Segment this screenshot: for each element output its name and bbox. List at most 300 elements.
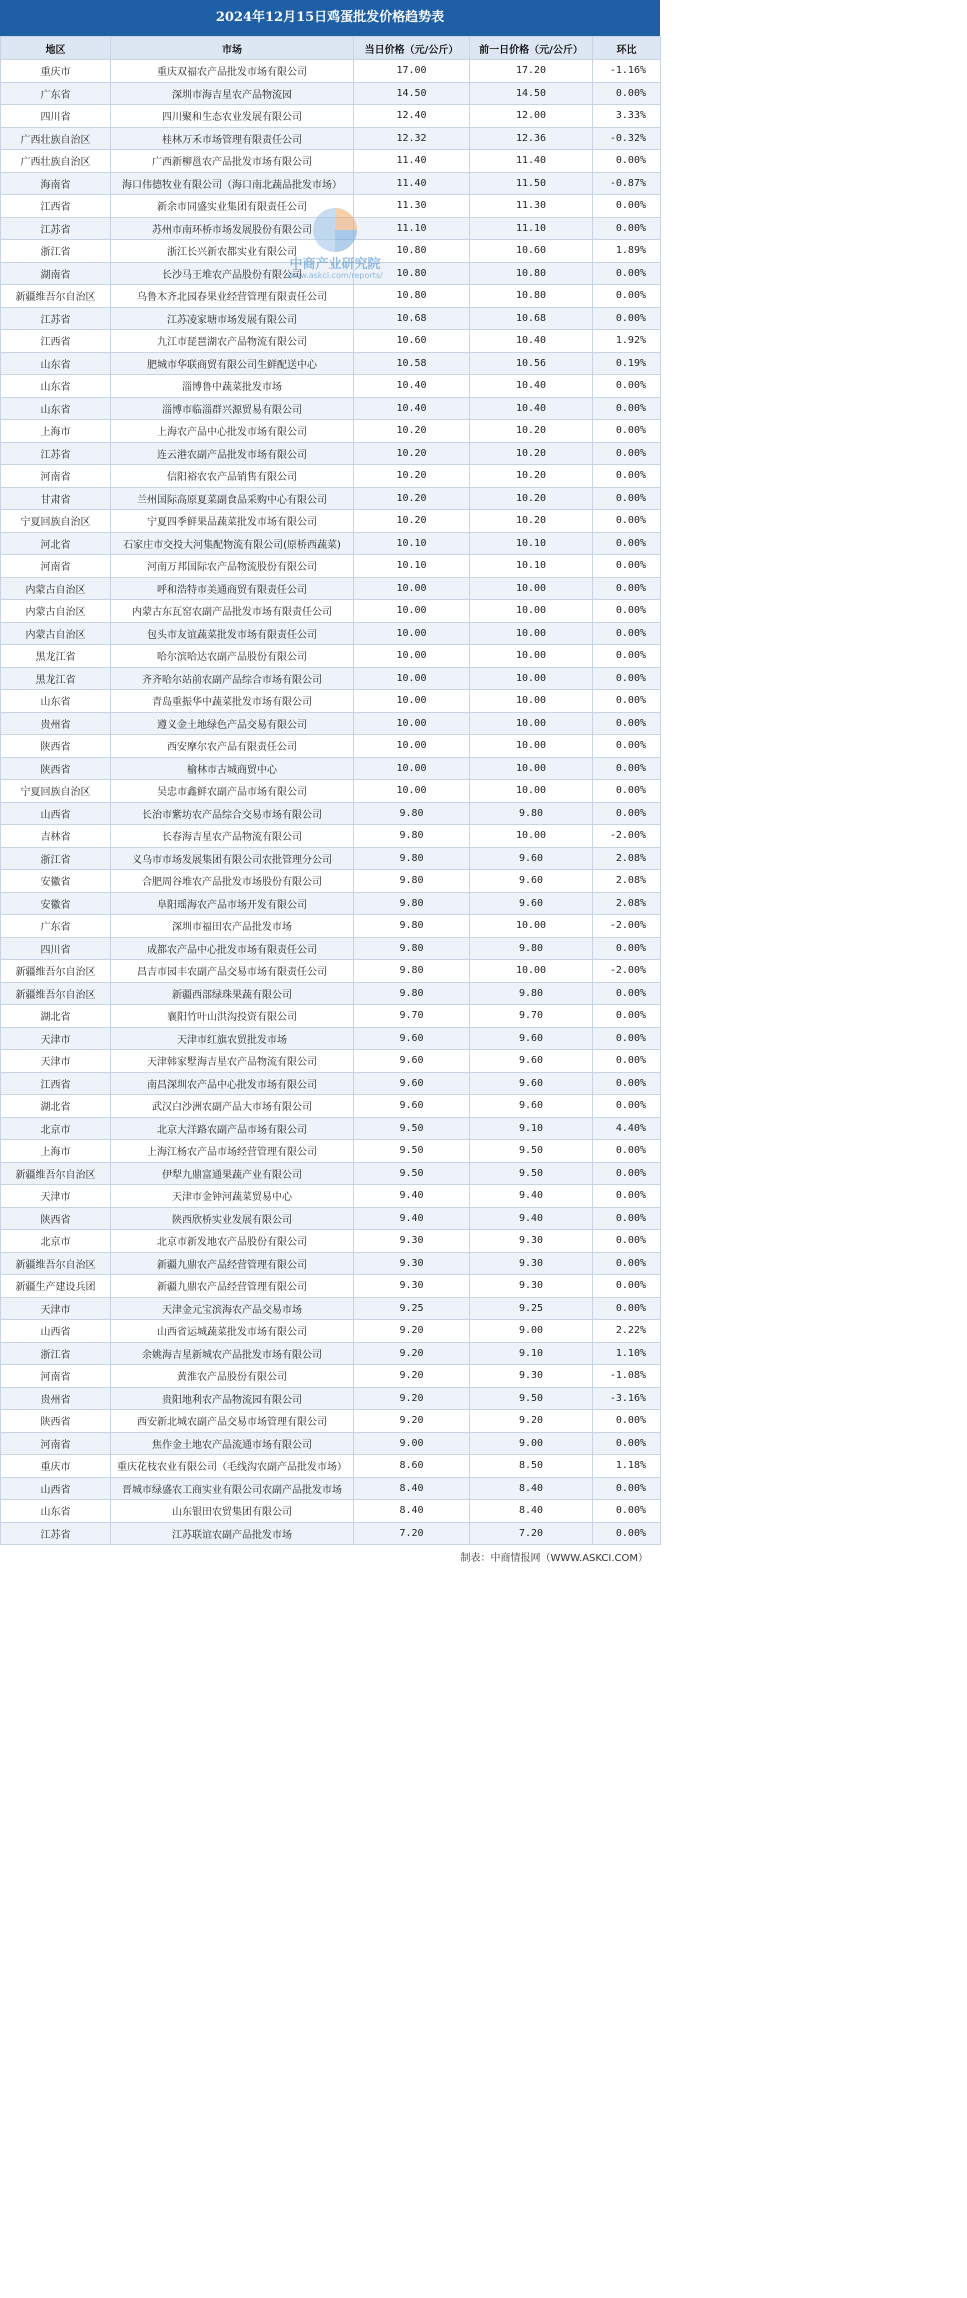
cell-change: 0.00% <box>593 1477 661 1500</box>
cell-prev-price: 10.80 <box>470 262 593 285</box>
table-row <box>1 780 661 803</box>
cell-change: 1.89% <box>593 240 661 263</box>
cell-today-price: 10.20 <box>354 510 470 533</box>
cell-market: 西安新北城农副产品交易市场管理有限公司 <box>111 1410 354 1433</box>
cell-market: 吴忠市鑫鲜农副产品市场有限公司 <box>111 780 354 803</box>
cell-today-price: 10.00 <box>354 600 470 623</box>
cell-region: 陕西省 <box>1 1207 111 1230</box>
cell-region: 天津市 <box>1 1297 111 1320</box>
cell-prev-price: 10.00 <box>470 622 593 645</box>
table-row <box>1 150 661 173</box>
cell-change: 0.00% <box>593 150 661 173</box>
cell-today-price: 9.60 <box>354 1050 470 1073</box>
cell-region: 四川省 <box>1 105 111 128</box>
cell-change: -2.00% <box>593 915 661 938</box>
cell-market: 海口伟德牧业有限公司（海口南北蔬品批发市场） <box>111 172 354 195</box>
cell-change: 0.00% <box>593 1140 661 1163</box>
cell-prev-price: 10.20 <box>470 487 593 510</box>
cell-region: 安徽省 <box>1 892 111 915</box>
cell-market: 连云港农副产品批发市场有限公司 <box>111 442 354 465</box>
table-row <box>1 1095 661 1118</box>
cell-market: 包头市友谊蔬菜批发市场有限责任公司 <box>111 622 354 645</box>
cell-market: 青岛重振华中蔬菜批发市场有限公司 <box>111 690 354 713</box>
cell-change: 0.00% <box>593 622 661 645</box>
cell-region: 内蒙古自治区 <box>1 622 111 645</box>
cell-region: 江西省 <box>1 195 111 218</box>
cell-change: 0.00% <box>593 442 661 465</box>
table-row <box>1 870 661 893</box>
table-row <box>1 1230 661 1253</box>
cell-prev-price: 9.60 <box>470 892 593 915</box>
cell-change: 0.00% <box>593 1185 661 1208</box>
cell-market: 余姚海吉星新城农产品批发市场有限公司 <box>111 1342 354 1365</box>
table-row <box>1 577 661 600</box>
table-row <box>1 1455 661 1478</box>
cell-change: 0.00% <box>593 1162 661 1185</box>
table-row <box>1 1072 661 1095</box>
cell-prev-price: 9.60 <box>470 1072 593 1095</box>
cell-market: 信阳裕农农产品销售有限公司 <box>111 465 354 488</box>
table-row <box>1 1477 661 1500</box>
cell-region: 河南省 <box>1 1365 111 1388</box>
cell-today-price: 9.20 <box>354 1410 470 1433</box>
cell-market: 焦作金土地农产品流通市场有限公司 <box>111 1432 354 1455</box>
cell-change: 0.00% <box>593 262 661 285</box>
header-today-price: 当日价格（元/公斤） <box>354 37 470 60</box>
cell-prev-price: 10.00 <box>470 960 593 983</box>
cell-prev-price: 9.30 <box>470 1230 593 1253</box>
cell-prev-price: 10.00 <box>470 600 593 623</box>
cell-change: 0.00% <box>593 375 661 398</box>
cell-region: 天津市 <box>1 1185 111 1208</box>
cell-prev-price: 10.68 <box>470 307 593 330</box>
cell-today-price: 9.60 <box>354 1072 470 1095</box>
cell-region: 新疆生产建设兵团 <box>1 1275 111 1298</box>
cell-prev-price: 10.00 <box>470 690 593 713</box>
cell-prev-price: 10.80 <box>470 285 593 308</box>
cell-prev-price: 9.80 <box>470 937 593 960</box>
cell-today-price: 10.80 <box>354 285 470 308</box>
cell-market: 桂林万禾市场管理有限责任公司 <box>111 127 354 150</box>
table-row <box>1 1117 661 1140</box>
cell-region: 宁夏回族自治区 <box>1 510 111 533</box>
cell-market: 江苏凌家塘市场发展有限公司 <box>111 307 354 330</box>
cell-change: 0.00% <box>593 1297 661 1320</box>
cell-today-price: 9.20 <box>354 1365 470 1388</box>
table-row <box>1 982 661 1005</box>
cell-prev-price: 10.56 <box>470 352 593 375</box>
cell-today-price: 9.60 <box>354 1027 470 1050</box>
cell-prev-price: 9.70 <box>470 1005 593 1028</box>
cell-change: 2.08% <box>593 870 661 893</box>
egg-price-table <box>0 36 661 1545</box>
cell-region: 陕西省 <box>1 735 111 758</box>
header-region: 地区 <box>1 37 111 60</box>
cell-prev-price: 9.80 <box>470 802 593 825</box>
cell-change: 0.00% <box>593 645 661 668</box>
source-note: 制表：中商情报网（WWW.ASKCI.COM） <box>460 1553 648 1564</box>
cell-region: 北京市 <box>1 1230 111 1253</box>
table-row <box>1 352 661 375</box>
cell-change: 0.00% <box>593 420 661 443</box>
cell-region: 新疆维吾尔自治区 <box>1 285 111 308</box>
cell-change: 0.00% <box>593 1410 661 1433</box>
cell-region: 陕西省 <box>1 1410 111 1433</box>
cell-today-price: 10.60 <box>354 330 470 353</box>
cell-change: 0.00% <box>593 577 661 600</box>
cell-prev-price: 8.50 <box>470 1455 593 1478</box>
cell-change: 0.00% <box>593 532 661 555</box>
cell-market: 长春海吉星农产品物流有限公司 <box>111 825 354 848</box>
table-row <box>1 217 661 240</box>
cell-change: 0.00% <box>593 600 661 623</box>
table-body <box>1 60 661 1545</box>
cell-market: 苏州市南环桥市场发展股份有限公司 <box>111 217 354 240</box>
cell-today-price: 9.80 <box>354 870 470 893</box>
cell-change: 2.08% <box>593 892 661 915</box>
cell-today-price: 9.80 <box>354 802 470 825</box>
cell-change: 2.08% <box>593 847 661 870</box>
cell-prev-price: 9.50 <box>470 1387 593 1410</box>
cell-market: 四川聚和生态农业发展有限公司 <box>111 105 354 128</box>
table-row <box>1 285 661 308</box>
cell-change: 0.00% <box>593 712 661 735</box>
table-row <box>1 442 661 465</box>
cell-prev-price: 9.10 <box>470 1117 593 1140</box>
cell-region: 黑龙江省 <box>1 645 111 668</box>
table-row <box>1 1005 661 1028</box>
cell-region: 江苏省 <box>1 217 111 240</box>
cell-change: 1.18% <box>593 1455 661 1478</box>
cell-market: 天津金元宝滨海农产品交易市场 <box>111 1297 354 1320</box>
cell-change: 0.00% <box>593 397 661 420</box>
cell-prev-price: 10.00 <box>470 780 593 803</box>
cell-market: 淄博鲁中蔬菜批发市场 <box>111 375 354 398</box>
cell-region: 浙江省 <box>1 1342 111 1365</box>
cell-change: 0.00% <box>593 780 661 803</box>
cell-prev-price: 9.10 <box>470 1342 593 1365</box>
cell-today-price: 8.60 <box>354 1455 470 1478</box>
cell-prev-price: 9.60 <box>470 1095 593 1118</box>
cell-change: 0.00% <box>593 465 661 488</box>
cell-prev-price: 11.50 <box>470 172 593 195</box>
cell-market: 乌鲁木齐北园春果业经营管理有限责任公司 <box>111 285 354 308</box>
cell-prev-price: 11.30 <box>470 195 593 218</box>
cell-market: 义乌市市场发展集团有限公司农批管理分公司 <box>111 847 354 870</box>
cell-today-price: 10.20 <box>354 442 470 465</box>
table-row <box>1 240 661 263</box>
cell-market: 天津市金钟河蔬菜贸易中心 <box>111 1185 354 1208</box>
cell-region: 新疆维吾尔自治区 <box>1 1162 111 1185</box>
cell-prev-price: 9.25 <box>470 1297 593 1320</box>
cell-today-price: 9.70 <box>354 1005 470 1028</box>
cell-change: 0.00% <box>593 1500 661 1523</box>
cell-change: 0.00% <box>593 510 661 533</box>
cell-region: 河北省 <box>1 532 111 555</box>
cell-market: 淄博市临淄群兴源贸易有限公司 <box>111 397 354 420</box>
cell-today-price: 9.50 <box>354 1162 470 1185</box>
cell-region: 新疆维吾尔自治区 <box>1 960 111 983</box>
cell-today-price: 9.30 <box>354 1230 470 1253</box>
cell-market: 山西省运城蔬菜批发市场有限公司 <box>111 1320 354 1343</box>
cell-market: 黄淮农产品股份有限公司 <box>111 1365 354 1388</box>
cell-region: 上海市 <box>1 420 111 443</box>
table-header-row <box>1 37 661 60</box>
table-row <box>1 735 661 758</box>
cell-change: 0.00% <box>593 1230 661 1253</box>
cell-prev-price: 10.40 <box>470 397 593 420</box>
cell-prev-price: 10.00 <box>470 735 593 758</box>
table-row <box>1 645 661 668</box>
cell-change: 0.00% <box>593 217 661 240</box>
cell-today-price: 10.20 <box>354 420 470 443</box>
header-change: 环比 <box>593 37 661 60</box>
cell-change: 0.00% <box>593 82 661 105</box>
cell-today-price: 9.40 <box>354 1207 470 1230</box>
cell-change: 3.33% <box>593 105 661 128</box>
cell-today-price: 10.00 <box>354 577 470 600</box>
cell-prev-price: 14.50 <box>470 82 593 105</box>
cell-region: 广西壮族自治区 <box>1 150 111 173</box>
cell-today-price: 10.00 <box>354 622 470 645</box>
table-row <box>1 375 661 398</box>
cell-today-price: 8.40 <box>354 1477 470 1500</box>
cell-region: 山东省 <box>1 352 111 375</box>
cell-region: 安徽省 <box>1 870 111 893</box>
cell-region: 河南省 <box>1 555 111 578</box>
table-row <box>1 915 661 938</box>
cell-region: 北京市 <box>1 1117 111 1140</box>
cell-change: 0.00% <box>593 285 661 308</box>
cell-today-price: 10.00 <box>354 780 470 803</box>
cell-region: 甘肃省 <box>1 487 111 510</box>
cell-change: 0.00% <box>593 195 661 218</box>
table-row <box>1 1050 661 1073</box>
cell-prev-price: 10.40 <box>470 330 593 353</box>
cell-change: 1.92% <box>593 330 661 353</box>
table-row <box>1 1297 661 1320</box>
cell-today-price: 10.00 <box>354 735 470 758</box>
cell-change: 0.00% <box>593 1432 661 1455</box>
cell-region: 天津市 <box>1 1027 111 1050</box>
cell-prev-price: 10.00 <box>470 667 593 690</box>
cell-region: 贵州省 <box>1 1387 111 1410</box>
cell-market: 晋城市绿盛农工商实业有限公司农副产品批发市场 <box>111 1477 354 1500</box>
table-row <box>1 1185 661 1208</box>
cell-today-price: 10.68 <box>354 307 470 330</box>
watermark-url: www.askci.com/reports/ <box>287 271 383 280</box>
cell-today-price: 11.30 <box>354 195 470 218</box>
table-row <box>1 1410 661 1433</box>
cell-region: 江西省 <box>1 1072 111 1095</box>
cell-region: 黑龙江省 <box>1 667 111 690</box>
cell-market: 阜阳瑶海农产品市场开发有限公司 <box>111 892 354 915</box>
cell-today-price: 9.20 <box>354 1387 470 1410</box>
cell-market: 上海江杨农产品市场经营管理有限公司 <box>111 1140 354 1163</box>
cell-market: 重庆花枝农业有限公司（毛线沟农副产品批发市场） <box>111 1455 354 1478</box>
cell-today-price: 10.40 <box>354 375 470 398</box>
cell-market: 上海农产品中心批发市场有限公司 <box>111 420 354 443</box>
table-row <box>1 465 661 488</box>
cell-prev-price: 10.00 <box>470 577 593 600</box>
cell-market: 遵义金土地绿色产品交易有限公司 <box>111 712 354 735</box>
cell-market: 贵阳地利农产品物流园有限公司 <box>111 1387 354 1410</box>
cell-today-price: 14.50 <box>354 82 470 105</box>
cell-prev-price: 10.00 <box>470 712 593 735</box>
cell-market: 江苏联谊农副产品批发市场 <box>111 1522 354 1545</box>
table-row <box>1 172 661 195</box>
cell-region: 江苏省 <box>1 307 111 330</box>
cell-region: 浙江省 <box>1 847 111 870</box>
cell-prev-price: 9.60 <box>470 1050 593 1073</box>
table-row <box>1 825 661 848</box>
cell-region: 山东省 <box>1 397 111 420</box>
cell-market: 天津市红旗农贸批发市场 <box>111 1027 354 1050</box>
table-row <box>1 600 661 623</box>
cell-prev-price: 11.10 <box>470 217 593 240</box>
cell-change: 0.00% <box>593 1522 661 1545</box>
table-row <box>1 1252 661 1275</box>
cell-market: 齐齐哈尔站前农副产品综合市场有限公司 <box>111 667 354 690</box>
cell-today-price: 9.80 <box>354 825 470 848</box>
table-row <box>1 1365 661 1388</box>
cell-change: 0.00% <box>593 735 661 758</box>
cell-market: 哈尔滨哈达农副产品股份有限公司 <box>111 645 354 668</box>
cell-region: 吉林省 <box>1 825 111 848</box>
cell-today-price: 9.30 <box>354 1252 470 1275</box>
cell-market: 北京市新发地农产品股份有限公司 <box>111 1230 354 1253</box>
cell-region: 山东省 <box>1 690 111 713</box>
table-row <box>1 892 661 915</box>
cell-change: 4.40% <box>593 1117 661 1140</box>
cell-prev-price: 10.60 <box>470 240 593 263</box>
cell-market: 重庆双福农产品批发市场有限公司 <box>111 60 354 83</box>
table-row <box>1 1387 661 1410</box>
cell-region: 江苏省 <box>1 1522 111 1545</box>
cell-market: 石家庄市交投大河集配物流有限公司(原桥西蔬菜) <box>111 532 354 555</box>
header-prev-price: 前一日价格（元/公斤） <box>470 37 593 60</box>
cell-today-price: 10.80 <box>354 240 470 263</box>
cell-region: 山西省 <box>1 1477 111 1500</box>
cell-today-price: 10.40 <box>354 397 470 420</box>
cell-region: 河南省 <box>1 465 111 488</box>
cell-change: 0.00% <box>593 802 661 825</box>
cell-today-price: 9.50 <box>354 1117 470 1140</box>
cell-prev-price: 10.20 <box>470 420 593 443</box>
cell-prev-price: 10.00 <box>470 645 593 668</box>
cell-market: 成都农产品中心批发市场有限责任公司 <box>111 937 354 960</box>
cell-region: 湖南省 <box>1 262 111 285</box>
table-row <box>1 1500 661 1523</box>
cell-change: 0.00% <box>593 937 661 960</box>
table-row <box>1 60 661 83</box>
cell-change: -2.00% <box>593 825 661 848</box>
cell-market: 肥城市华联商贸有限公司生鲜配送中心 <box>111 352 354 375</box>
cell-market: 山东银田农贸集团有限公司 <box>111 1500 354 1523</box>
cell-change: 0.00% <box>593 1095 661 1118</box>
cell-change: -1.08% <box>593 1365 661 1388</box>
cell-today-price: 9.60 <box>354 1095 470 1118</box>
cell-region: 新疆维吾尔自治区 <box>1 1252 111 1275</box>
cell-today-price: 9.40 <box>354 1185 470 1208</box>
cell-today-price: 9.50 <box>354 1140 470 1163</box>
cell-change: -3.16% <box>593 1387 661 1410</box>
table-row <box>1 1432 661 1455</box>
table-row <box>1 712 661 735</box>
cell-prev-price: 10.20 <box>470 442 593 465</box>
cell-region: 上海市 <box>1 1140 111 1163</box>
cell-market: 深圳市海吉星农产品物流园 <box>111 82 354 105</box>
cell-market: 浙江长兴新农都实业有限公司 <box>111 240 354 263</box>
table-row <box>1 690 661 713</box>
cell-change: 0.00% <box>593 690 661 713</box>
cell-market: 新余市同盛实业集团有限责任公司 <box>111 195 354 218</box>
table-row <box>1 1027 661 1050</box>
cell-region: 陕西省 <box>1 757 111 780</box>
header-market: 市场 <box>111 37 354 60</box>
table-row <box>1 555 661 578</box>
cell-market: 河南万邦国际农产品物流股份有限公司 <box>111 555 354 578</box>
table-row <box>1 847 661 870</box>
table-row <box>1 757 661 780</box>
cell-market: 呼和浩特市美通商贸有限责任公司 <box>111 577 354 600</box>
cell-region: 河南省 <box>1 1432 111 1455</box>
cell-change: 0.00% <box>593 982 661 1005</box>
cell-prev-price: 9.40 <box>470 1207 593 1230</box>
cell-market: 武汉白沙洲农副产品大市场有限公司 <box>111 1095 354 1118</box>
cell-today-price: 10.00 <box>354 712 470 735</box>
cell-change: 0.00% <box>593 1275 661 1298</box>
cell-today-price: 10.00 <box>354 667 470 690</box>
cell-change: 1.10% <box>593 1342 661 1365</box>
cell-market: 长治市紫坊农产品综合交易市场有限公司 <box>111 802 354 825</box>
cell-today-price: 11.40 <box>354 150 470 173</box>
table-row <box>1 532 661 555</box>
cell-market: 伊犁九鼎富通果蔬产业有限公司 <box>111 1162 354 1185</box>
table-row <box>1 1140 661 1163</box>
cell-today-price: 9.25 <box>354 1297 470 1320</box>
cell-today-price: 10.80 <box>354 262 470 285</box>
cell-prev-price: 10.00 <box>470 757 593 780</box>
cell-today-price: 9.30 <box>354 1275 470 1298</box>
table-row <box>1 487 661 510</box>
cell-region: 海南省 <box>1 172 111 195</box>
cell-prev-price: 9.50 <box>470 1162 593 1185</box>
table-row <box>1 667 661 690</box>
table-row <box>1 195 661 218</box>
table-row <box>1 127 661 150</box>
cell-market: 新疆九鼎农产品经营管理有限公司 <box>111 1275 354 1298</box>
table-row <box>1 937 661 960</box>
cell-market: 深圳市福田农产品批发市场 <box>111 915 354 938</box>
table-row <box>1 105 661 128</box>
cell-today-price: 9.80 <box>354 892 470 915</box>
cell-today-price: 11.10 <box>354 217 470 240</box>
cell-today-price: 9.20 <box>354 1320 470 1343</box>
cell-prev-price: 8.40 <box>470 1500 593 1523</box>
table-row <box>1 1522 661 1545</box>
cell-today-price: 11.40 <box>354 172 470 195</box>
cell-prev-price: 9.30 <box>470 1275 593 1298</box>
cell-region: 山东省 <box>1 375 111 398</box>
cell-prev-price: 11.40 <box>470 150 593 173</box>
cell-today-price: 9.20 <box>354 1342 470 1365</box>
cell-market: 宁夏四季鲜果品蔬菜批发市场有限公司 <box>111 510 354 533</box>
cell-today-price: 9.00 <box>354 1432 470 1455</box>
cell-today-price: 9.80 <box>354 982 470 1005</box>
table-row <box>1 1342 661 1365</box>
cell-change: -0.32% <box>593 127 661 150</box>
